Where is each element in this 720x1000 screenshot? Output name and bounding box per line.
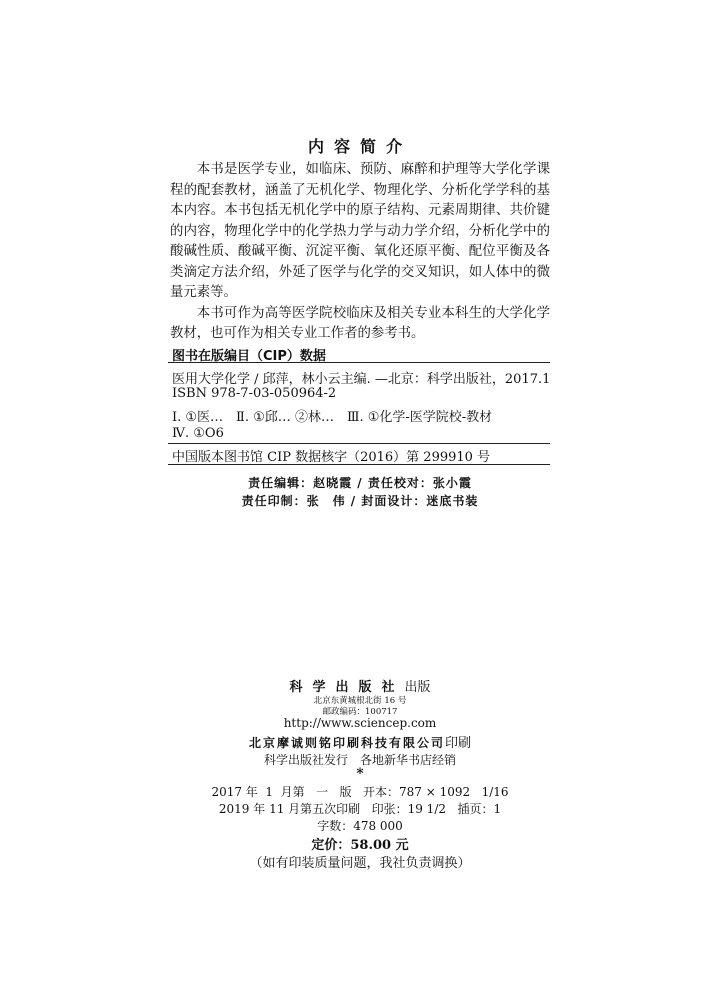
publisher-postcode: 邮政编码：100717 <box>322 707 398 717</box>
publisher-url: http://www.sciencep.com <box>283 716 437 730</box>
price: 定价：58.00 元 <box>311 838 409 853</box>
distribution-line: 科学出版社发行 各地新华书店经销 <box>263 753 456 767</box>
printer-name: 北京摩诚则铭印刷科技有限公司 <box>248 736 445 750</box>
printer-line <box>0 732 720 751</box>
printer-suffix: 印刷 <box>445 736 472 751</box>
publisher-suffix: 出版 <box>404 680 431 695</box>
credits-line-1: 责任编辑：赵晓霞 / 责任校对：张小霞 <box>248 476 472 490</box>
cip-classification-2: Ⅳ. ①O6 <box>172 426 224 441</box>
separator-star: * <box>356 766 364 782</box>
printing-line: 2019 年 11 月第五次印刷 印张：19 1/2 插页：1 <box>218 802 502 816</box>
cip-isbn: ISBN 978-7-03-050964-2 <box>172 386 337 401</box>
cip-middle-rule <box>168 443 550 444</box>
word-count: 字数：478 000 <box>317 819 403 833</box>
intro-title: 内容简介 <box>307 137 412 156</box>
cip-top-rule <box>168 362 550 363</box>
publisher-name: 科学出版社 <box>289 680 405 695</box>
intro-paragraph-1: 本书是医学专业，如临床、预防、麻醉和护理等大学化学课程的配套教材，涵盖了无机化学、物理化学、分析化学学科的基本内容。本书包括无机化学中的原子结构、元素周期律、共价键的内容，物理化学中的化学热力学与动力学介绍，分析化学中的酸碱性质、酸碱平衡、沉淀平衡、氧化还原平衡、配位平衡及各类滴定方法介绍，外延了医学与化学的交叉知识，如人体中的微量元素等。 <box>170 162 550 300</box>
credits-line-2: 责任印制：张 伟 / 封面设计：迷底书装 <box>241 494 479 508</box>
cip-book-line: 医用大学化学 / 邱萍，林小云主编. —北京：科学出版社，2017.1 <box>172 372 551 387</box>
intro-body <box>170 160 550 345</box>
publisher-heading <box>0 676 720 695</box>
quality-note: （如有印装质量问题，我社负责调换） <box>249 856 471 871</box>
cip-classification-1: Ⅰ. ①医… Ⅱ. ①邱… ②林… Ⅲ. ①化学-医学院校-教材 <box>172 410 493 425</box>
cip-bottom-rule <box>168 464 550 465</box>
cip-number: 中国版本图书馆 CIP 数据核字（2016）第 299910 号 <box>172 450 491 465</box>
edition-line: 2017 年 1 月第 一 版 开本：787 × 1092 1/16 <box>211 785 509 799</box>
intro-paragraph-2: 本书可作为高等医学院校临床及相关专业本科生的大学化学教材，也可作为相关专业工作者的参考书。 <box>170 305 550 341</box>
publisher-address: 北京东黄城根北街 16 号 <box>313 696 407 706</box>
cip-title: 图书在版编目（CIP）数据 <box>172 349 326 364</box>
